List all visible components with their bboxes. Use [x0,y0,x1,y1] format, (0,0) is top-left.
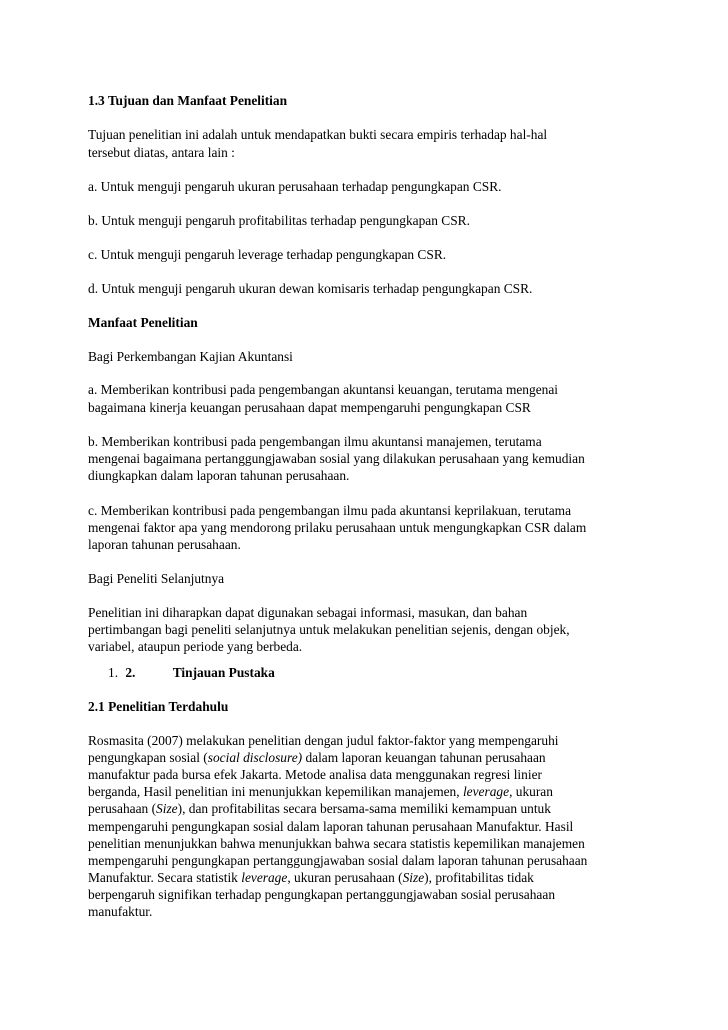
manfaat-c-line-2: mengenai faktor apa yang mendorong prilaku perusahaan untuk mengungkapkan CSR dalam [88,520,587,535]
list-number: 1. [108,665,119,680]
para-line-9: Manufaktur. Secara statistik leverage, ukuran perusahaan (Size), profitabilitas tidak [88,870,534,885]
para-line-10: berpengaruh signifikan terhadap pengungkapan pertanggungjawaban sosial perusahaan [88,887,556,902]
manfaat-c-line-1: c. Memberikan kontribusi pada pengembangan ilmu pada akuntansi keprilakuan, terutama [88,503,572,518]
para-line-1: Rosmasita (2007) melakukan penelitian dengan judul faktor-faktor yang mempengaruhi [88,733,559,748]
goal-d: d. Untuk menguji pengaruh ukuran dewan komisaris terhadap pengungkapan CSR. [88,281,533,296]
goal-a: a. Untuk menguji pengaruh ukuran perusahaan terhadap pengungkapan CSR. [88,179,502,194]
intro-line-2: tersebut diatas, antara lain : [88,145,235,160]
next-line-3: variabel, ataupun periode yang berbeda. [88,639,303,654]
para-line-5: perusahaan (Size), dan profitabilitas secara bersama-sama memiliki kemampuan untuk [88,801,551,816]
manfaat-sub-peneliti: Bagi Peneliti Selanjutnya [88,571,225,586]
para-line-2: pengungkapan sosial (social disclosure) dalam laporan keuangan tahunan perusahaan [88,750,546,765]
goal-c: c. Untuk menguji pengaruh leverage terhadap pengungkapan CSR. [88,247,447,262]
chapter-title: Tinjauan Pustaka [172,665,275,680]
next-line-2: pertimbangan bagi peneliti selanjutnya untuk melakukan penelitian sejenis, dengan objek, [88,622,570,637]
para-line-4: berganda, Hasil penelitian ini menunjukkan kepemilikan manajemen, leverage, ukuran [88,784,553,799]
manfaat-heading: Manfaat Penelitian [88,315,198,330]
section-heading-1-3: 1.3 Tujuan dan Manfaat Penelitian [88,93,288,108]
manfaat-b-line-1: b. Memberikan kontribusi pada pengembangan ilmu akuntansi manajemen, terutama [88,434,542,449]
chapter-2-heading [108,664,275,682]
para-line-7: penelitian menunjukkan bahwa menunjukkan bahwa secara statistis kepemilikan manajemen [88,836,585,851]
next-line-1: Penelitian ini diharapkan dapat digunakan sebagai informasi, masukan, dan bahan [88,605,528,620]
para-line-11: manufaktur. [88,904,153,919]
para-line-3: manufaktur pada bursa efek Jakarta. Metode analisa data menggunakan regresi linier [88,767,542,782]
chapter-number: 2. [125,665,136,680]
manfaat-b-line-2: mengenai bagaimana pertanggungjawaban sosial yang dilakukan perusahaan yang kemudian [88,451,585,466]
manfaat-sub-akuntansi: Bagi Perkembangan Kajian Akuntansi [88,349,293,364]
manfaat-a-line-1: a. Memberikan kontribusi pada pengembangan akuntansi keuangan, terutama mengenai [88,382,558,397]
section-heading-2-1: 2.1 Penelitian Terdahulu [88,699,229,714]
goal-b: b. Untuk menguji pengaruh profitabilitas terhadap pengungkapan CSR. [88,213,470,228]
intro-line-1: Tujuan penelitian ini adalah untuk mendapatkan bukti secara empiris terhadap hal-hal [88,127,548,142]
manfaat-c-line-3: laporan tahunan perusahaan. [88,537,241,552]
para-line-6: mempengaruhi pengungkapan sosial dalam laporan tahunan perusahaan Manufaktur. Hasil [88,819,574,834]
manfaat-a-line-2: bagaimana kinerja keuangan perusahaan dapat mempengaruhi pengungkapan CSR [88,400,531,415]
para-line-8: mempengaruhi pengungkapan pertanggungjawaban sosial dalam laporan tahunan perusahaan [88,853,588,868]
manfaat-b-line-3: diungkapkan dalam laporan tahunan perusahaan. [88,468,350,483]
